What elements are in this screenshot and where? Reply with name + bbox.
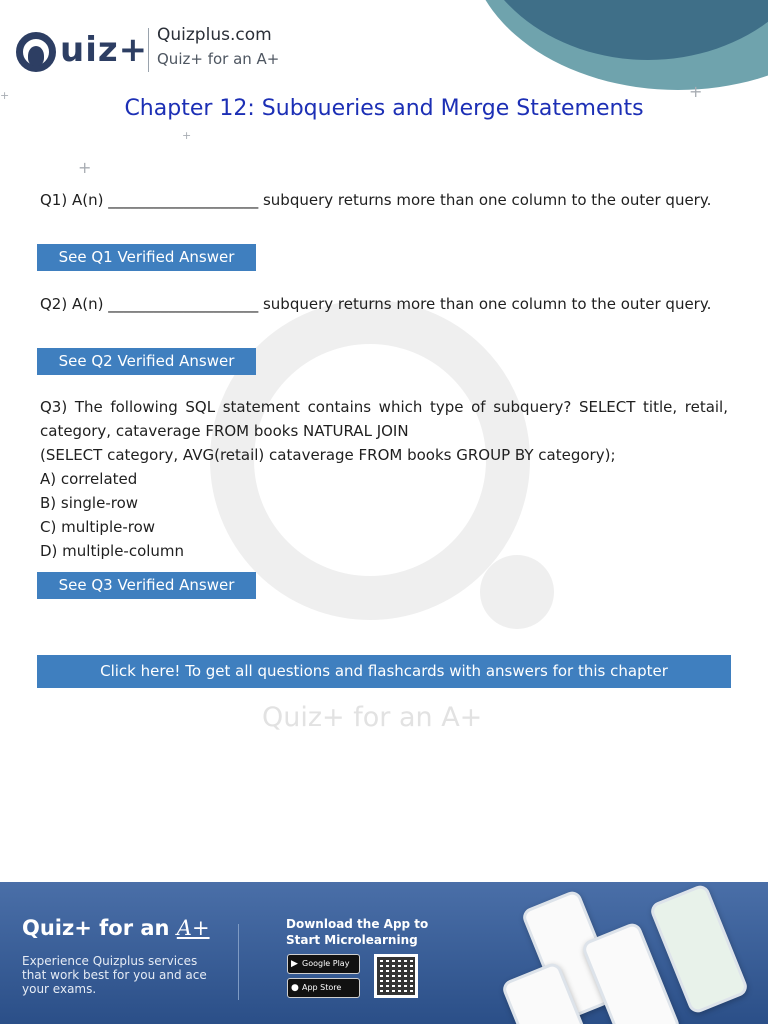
sparkle-icon: + bbox=[78, 158, 92, 177]
watermark-logo-dot bbox=[480, 555, 554, 629]
sparkle-icon: + bbox=[182, 129, 192, 142]
sparkle-icon: + bbox=[0, 89, 10, 102]
see-q3-answer-button[interactable]: See Q3 Verified Answer bbox=[37, 572, 256, 599]
logo-avatar-icon bbox=[28, 46, 44, 66]
app-qr-code[interactable] bbox=[374, 954, 418, 998]
footer-brand-a: A+ bbox=[176, 916, 210, 940]
footer-description: Experience Quizplus services that work best for you and ace your exams. bbox=[22, 954, 207, 996]
app-store-label: App Store bbox=[302, 983, 342, 992]
see-q2-answer-button[interactable]: See Q2 Verified Answer bbox=[37, 348, 256, 375]
google-play-label: Google Play bbox=[302, 959, 350, 968]
sparkle-icon: + bbox=[689, 82, 703, 101]
question-1 bbox=[40, 188, 728, 212]
footer-brand-prefix: Quiz+ for an bbox=[22, 916, 177, 940]
footer-download-text bbox=[286, 916, 446, 948]
answer-option-a: A) correlated bbox=[40, 470, 138, 488]
site-name[interactable]: Quizplus.com bbox=[157, 25, 272, 45]
see-q1-answer-button[interactable]: See Q1 Verified Answer bbox=[37, 244, 256, 271]
download-line-1: Download the App to bbox=[286, 917, 429, 931]
app-store-badge[interactable] bbox=[287, 978, 360, 998]
question-3 bbox=[40, 395, 728, 563]
question-text: Q2) A(n) ____________________ subquery returns more than one column to the outer query. bbox=[40, 295, 712, 313]
logo-mark bbox=[16, 26, 148, 78]
logo-text: uiz+ bbox=[60, 30, 149, 70]
answer-option-b: B) single-row bbox=[40, 494, 139, 512]
question-text: Q1) A(n) ____________________ subquery returns more than one column to the outer query. bbox=[40, 191, 712, 209]
answer-option-d: D) multiple-column bbox=[40, 542, 185, 560]
apple-icon: ● bbox=[291, 983, 299, 993]
footer-banner bbox=[0, 882, 768, 1024]
qr-code-pattern bbox=[377, 957, 415, 995]
play-icon: ▶ bbox=[291, 959, 298, 969]
download-line-2: Start Microlearning bbox=[286, 933, 418, 947]
quizplus-logo[interactable] bbox=[16, 24, 148, 80]
answer-option-c: C) multiple-row bbox=[40, 518, 156, 536]
watermark-text: Quiz+ for an A+ bbox=[262, 702, 483, 733]
all-questions-cta-button[interactable]: Click here! To get all questions and flashcards with answers for this chapter bbox=[37, 655, 731, 688]
logo-divider bbox=[148, 28, 149, 72]
footer-divider bbox=[238, 924, 239, 1000]
chapter-title: Chapter 12: Subqueries and Merge Statements bbox=[124, 96, 644, 121]
question-text-sql: (SELECT category, AVG(retail) cataverage FROM books GROUP BY category); bbox=[40, 446, 616, 464]
site-tagline: Quiz+ for an A+ bbox=[157, 50, 280, 68]
question-2 bbox=[40, 292, 728, 316]
google-play-badge[interactable] bbox=[287, 954, 360, 974]
question-text: Q3) The following SQL statement contains which type of subquery? SELECT title, retail, category, cataverage FROM books NATURAL JOIN bbox=[40, 398, 728, 440]
footer-brand bbox=[22, 916, 210, 940]
